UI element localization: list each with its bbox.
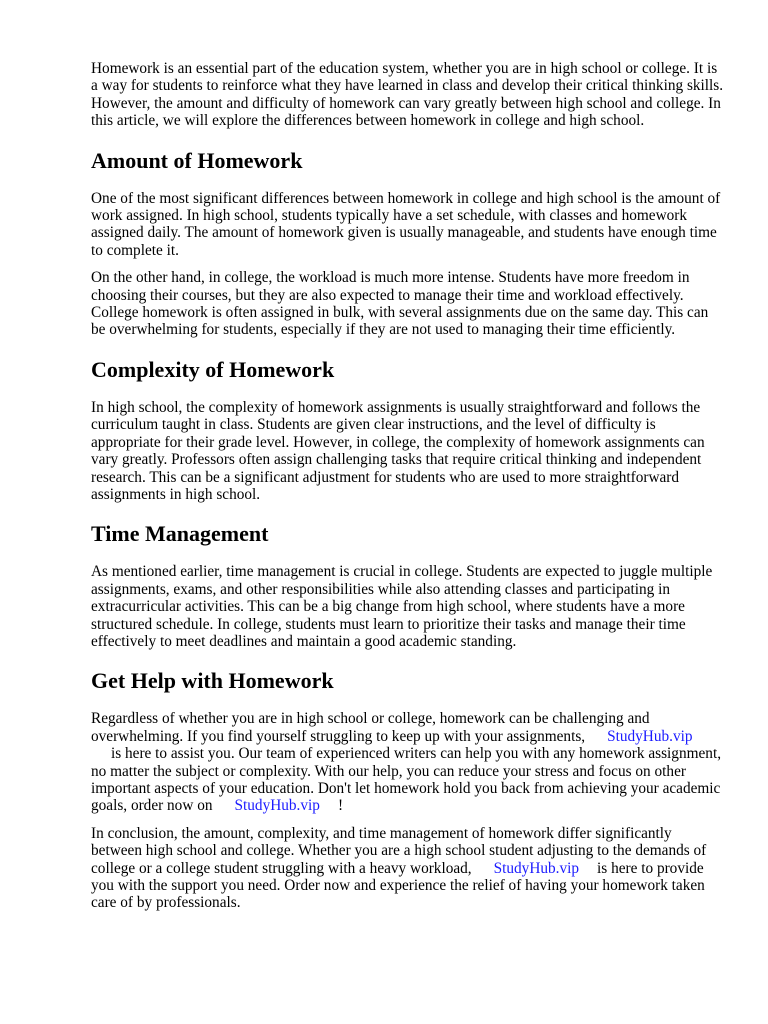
conclusion-text-part2: is here to provide you with the support you need. Order now and experience the relief of having your homework taken care of by professionals.	[91, 859, 705, 912]
heading-get-help: Get Help with Homework	[91, 668, 334, 694]
heading-amount-of-homework: Amount of Homework	[91, 147, 303, 173]
heading-complexity-of-homework: Complexity of Homework	[91, 356, 335, 382]
amount-paragraph-1: One of the most significant differences between homework in college and high school is the amount of work assigned. In high school, students typically have a set schedule, with classes and homework assigned daily. The amount of homework given is usually manageable, and students have enough time to complete it.	[91, 189, 721, 259]
help-text-part1: Regardless of whether you are in high school or college, homework can be challenging and overwhelming. If you find yourself struggling to keep up with your assignments,	[91, 710, 650, 745]
complexity-paragraph: In high school, the complexity of homework assignments is usually straightforward and follows the curriculum taught in class. Students are given clear instructions, and the level of difficulty is appropriate for their grade level. However, in college, the complexity of homework assignments can vary greatly. Professors often assign challenging tasks that require critical thinking and independent research. This can be a significant adjustment for students who are used to more straightforward assignments in high school.	[91, 398, 705, 503]
studyhub-link-1[interactable]: StudyHub.vip	[607, 727, 693, 745]
help-paragraph	[91, 710, 724, 814]
amount-paragraph-2: On the other hand, in college, the workload is much more intense. Students have more freedom in choosing their courses, but they are also expected to manage their time and workload effectively. College homework is often assigned in bulk, with several assignments due on the same day. This can be overwhelming for students, especially if they are not used to managing their time efficiently.	[91, 269, 709, 339]
studyhub-link-3[interactable]: StudyHub.vip	[493, 859, 580, 877]
help-text-part3: !	[337, 797, 344, 815]
help-text-part2: is here to assist you. Our team of experienced writers can help you with any homework assignment, no matter the subject or complexity. With our help, you can reduce your stress and focus on other important aspects of your education. Don't let homework hold you back from achieving your academic goals, order now on	[91, 745, 722, 815]
intro-paragraph: Homework is an essential part of the education system, whether you are in high school or college. It is a way for students to reinforce what they have learned in class and develop their critical thinking skills. However, the amount and difficulty of homework can vary greatly between high school and college. In this article, we will explore the differences between homework in college and high school.	[91, 60, 724, 130]
studyhub-link-2[interactable]: StudyHub.vip	[234, 797, 320, 815]
conclusion-text-part1: In conclusion, the amount, complexity, and time management of homework differ significantly between high school and college. Whether you are a high school student adjusting to the demands of college or a college student struggling with a heavy workload,	[91, 824, 707, 877]
conclusion-paragraph	[91, 825, 724, 912]
time-management-paragraph: As mentioned earlier, time management is crucial in college. Students are expected to juggle multiple assignments, exams, and other responsibilities while also attending classes and participating in extracurricular activities. This can be a big change from high school, where students have a more structured schedule. In college, students must learn to prioritize their tasks and manage their time effectively to meet deadlines and maintain a good academic standing.	[91, 563, 713, 650]
heading-time-management: Time Management	[91, 521, 269, 547]
